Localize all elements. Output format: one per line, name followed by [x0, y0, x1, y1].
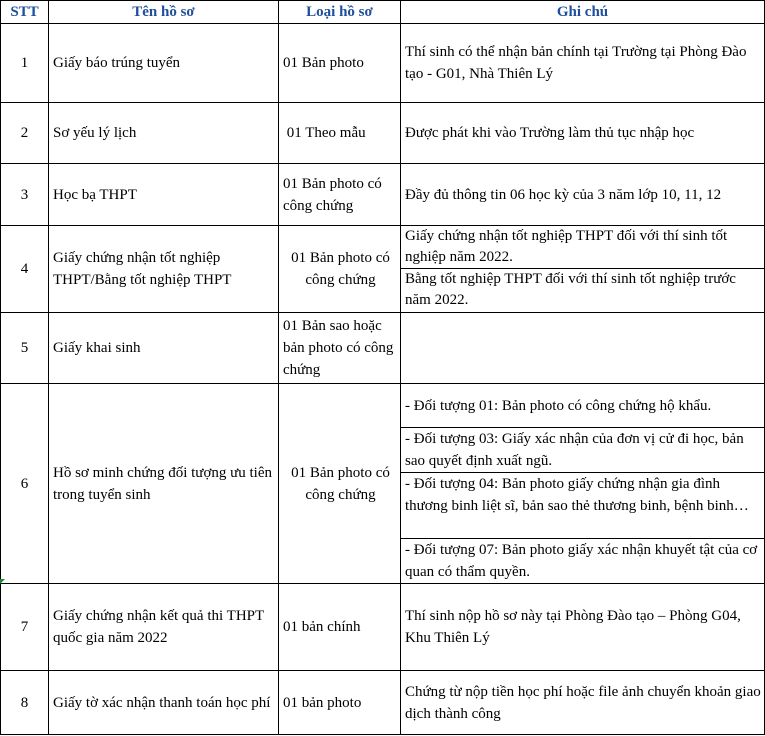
stt-cell: 3 [1, 164, 49, 226]
stt-cell: 2 [1, 103, 49, 164]
loai-ho-so-cell: 01 Bản photo [279, 24, 401, 103]
loai-ho-so-cell: 01 Bản photo có công chứng [279, 164, 401, 226]
header-stt: STT [1, 1, 49, 24]
ghi-chu-sub-note-text: - Đối tượng 01: Bản photo có công chứng hộ khẩu. [405, 397, 712, 414]
stt-cell: 5 [1, 313, 49, 384]
loai-ho-so-cell: 01 bản photo [279, 671, 401, 735]
stt-cell: 7 [1, 584, 49, 671]
table-row [1, 671, 765, 735]
ten-ho-so-cell: Giấy chứng nhận kết quả thi THPT quốc gia năm 2022 [49, 584, 279, 671]
stt-cell: 8 [1, 671, 49, 735]
stt-cell: 4 [1, 226, 49, 313]
stt-cell: 1 [1, 24, 49, 103]
ghi-chu-cell: Đầy đủ thông tin 06 học kỳ của 3 năm lớp 10, 11, 12 [401, 164, 765, 226]
ghi-chu-sub-note: - Đối tượng 04: Bản photo giấy chứng nhận gia đình thương binh liệt sĩ, bản sao thẻ thương binh, bệnh binh… [401, 472, 764, 538]
ten-ho-so-cell: Sơ yếu lý lịch [49, 103, 279, 164]
table-row [1, 226, 765, 313]
ghi-chu-cell: Thí sinh nộp hồ sơ này tại Phòng Đào tạo – Phòng G04, Khu Thiên Lý [401, 584, 765, 671]
table-row [1, 103, 765, 164]
loai-ho-so-cell: 01 Bản photo có công chứng [279, 384, 401, 584]
ghi-chu-sub-note: - Đối tượng 07: Bản photo giấy xác nhận khuyết tật của cơ quan có thẩm quyền. [401, 538, 764, 583]
ten-ho-so-cell: Học bạ THPT [49, 164, 279, 226]
ghi-chu-sub-note [401, 384, 764, 427]
ghi-chu-cell [401, 313, 765, 384]
ghi-chu-cell [401, 226, 765, 313]
table-row [1, 384, 765, 584]
ghi-chu-sub-note: Bằng tốt nghiệp THPT đối với thí sinh tốt nghiệp trước năm 2022. [401, 268, 764, 312]
ten-ho-so-cell: Giấy tờ xác nhận thanh toán học phí [49, 671, 279, 735]
ghi-chu-cell: Thí sinh có thể nhận bản chính tại Trường tại Phòng Đào tạo - G01, Nhà Thiên Lý [401, 24, 765, 103]
header-row [1, 1, 765, 24]
header-ghi-chu: Ghi chú [401, 1, 765, 24]
ten-ho-so-cell: Giấy báo trúng tuyển [49, 24, 279, 103]
stt-cell: 6 [1, 384, 49, 584]
header-ten-ho-so: Tên hồ sơ [49, 1, 279, 24]
ten-ho-so-cell: Giấy chứng nhận tốt nghiệp THPT/Bằng tốt nghiệp THPT [49, 226, 279, 313]
ghi-chu-cell: Được phát khi vào Trường làm thủ tục nhập học [401, 103, 765, 164]
ghi-chu-sub-note: - Đối tượng 03: Giấy xác nhận của đơn vị cử đi học, bản sao quyết định xuất ngũ. [401, 427, 764, 472]
loai-ho-so-cell: 01 Bản photo có công chứng [279, 226, 401, 313]
cell-comment-marker [0, 579, 5, 584]
ten-ho-so-cell: Hồ sơ minh chứng đối tượng ưu tiên trong tuyển sinh [49, 384, 279, 584]
table-row [1, 24, 765, 103]
ghi-chu-cell [401, 384, 765, 584]
table-row [1, 584, 765, 671]
table-row [1, 164, 765, 226]
table-row [1, 313, 765, 384]
ghi-chu-sub-note: Giấy chứng nhận tốt nghiệp THPT đối với thí sinh tốt nghiệp năm 2022. [405, 228, 728, 265]
loai-ho-so-cell: 01 bản chính [279, 584, 401, 671]
loai-ho-so-cell: 01 Theo mẫu [279, 103, 401, 164]
ghi-chu-cell: Chứng từ nộp tiền học phí hoặc file ảnh chuyển khoản giao dịch thành công [401, 671, 765, 735]
ten-ho-so-cell: Giấy khai sinh [49, 313, 279, 384]
loai-ho-so-cell: 01 Bản sao hoặc bản photo có công chứng [279, 313, 401, 384]
header-loai-ho-so: Loại hồ sơ [279, 1, 401, 24]
